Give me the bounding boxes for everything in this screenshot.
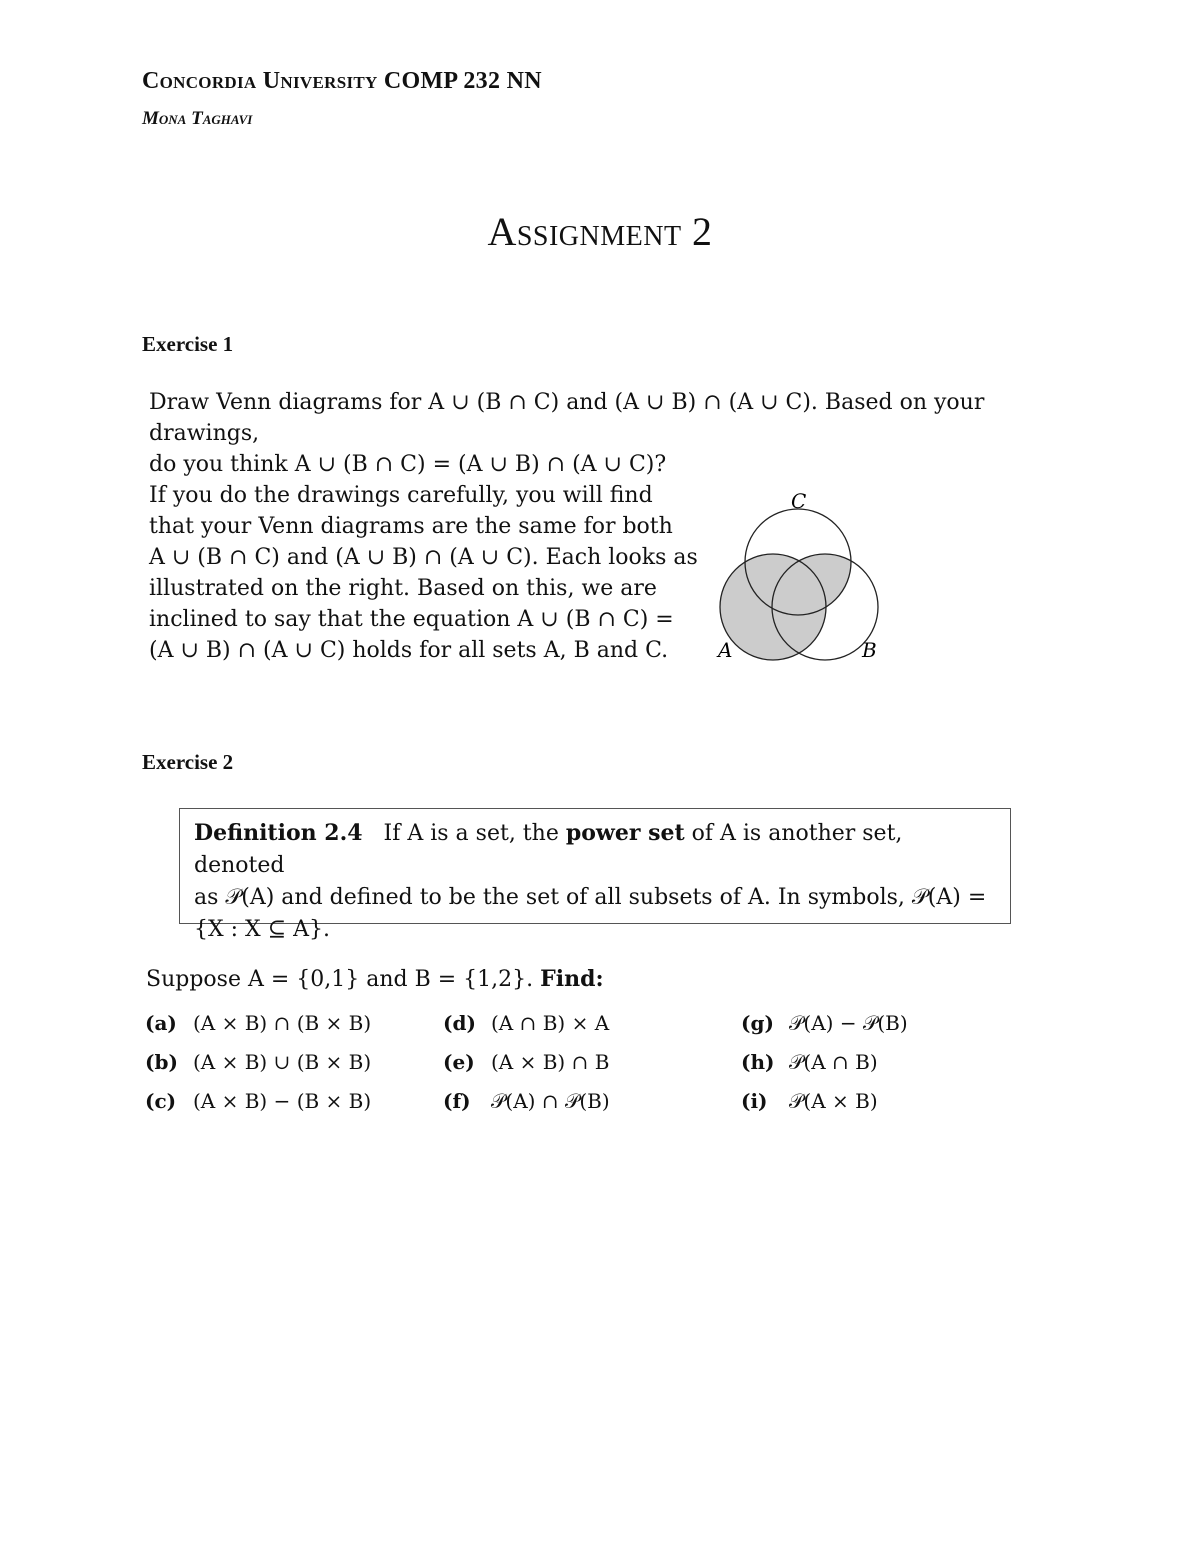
venn-label-c: C [791,489,807,513]
definition-line-3: {X : X ⊆ A}. [194,917,331,942]
part-label: (f) [443,1088,471,1113]
parts-row [145,1081,1045,1120]
exercise-1-heading: Exercise 1 [142,332,234,356]
answer-line: If you do the drawings carefully, you will find [149,483,653,508]
part-expression: (A × B) ∩ (B × B) [193,1010,372,1035]
answer-line: A ∪ (B ∩ C) and (A ∪ B) ∩ (A ∪ C). Each looks as [149,545,698,570]
part-label: (d) [443,1010,476,1035]
venn-diagram [712,486,892,666]
list-item [443,1011,741,1035]
list-item [145,1011,443,1035]
part-label: (c) [145,1088,177,1113]
prompt-find: Find: [540,966,604,992]
definition-label: Definition 2.4 [194,820,363,846]
definition-text-post: of A is another set, denoted [194,821,903,878]
part-expression: (A × B) ∩ B [491,1049,610,1074]
exercise-2-heading: Exercise 2 [142,750,234,774]
question-line-1: Draw Venn diagrams for A ∪ (B ∩ C) and (A ∪ B) ∩ (A ∪ C). Based on your drawings, [149,390,985,446]
exercise-1-question [149,387,1049,480]
part-expression: (A × B) − (B × B) [193,1088,372,1113]
part-expression: 𝒫(A × B) [789,1088,878,1113]
part-expression: 𝒫(A) ∩ 𝒫(B) [491,1088,610,1113]
part-expression: 𝒫(A) − 𝒫(B) [789,1010,908,1035]
parts-row [145,1003,1045,1042]
list-item [741,1089,1041,1113]
answer-line: inclined to say that the equation A ∪ (B ∩ C) = [149,607,674,632]
venn-label-a: A [718,638,733,662]
part-label: (a) [145,1010,177,1035]
part-label: (g) [741,1010,774,1035]
answer-line: that your Venn diagrams are the same for both [149,514,673,539]
definition-line-2: as 𝒫(A) and defined to be the set of all subsets of A. In symbols, 𝒫(A) = [194,885,987,910]
part-expression: 𝒫(A ∩ B) [789,1049,878,1074]
list-item [145,1050,443,1074]
definition-line-1 [194,817,996,882]
list-item [741,1011,1041,1035]
prompt-text: Suppose A = {0,1} and B = {1,2}. [146,967,541,992]
part-label: (h) [741,1049,775,1074]
definition-box [179,808,1011,942]
list-item [145,1089,443,1113]
list-item [443,1050,741,1074]
part-label: (b) [145,1049,178,1074]
answer-line: (A ∪ B) ∩ (A ∪ C) holds for all sets A, B and C. [149,638,669,663]
exercise-2-parts [145,1003,1045,1120]
exercise-1-answer [149,480,709,666]
question-line-2: do you think A ∪ (B ∩ C) = (A ∪ B) ∩ (A ∪ C)? [149,452,667,477]
page-title: Assignment 2 [487,209,713,254]
list-item [443,1089,741,1113]
list-item [741,1050,1041,1074]
course-header: Concordia University COMP 232 NN [142,68,542,94]
parts-row [145,1042,1045,1081]
answer-line: illustrated on the right. Based on this, we are [149,576,657,601]
part-expression: (A ∩ B) × A [491,1010,610,1035]
exercise-2-prompt [146,964,1046,995]
part-label: (e) [443,1049,475,1074]
definition-text-pre: If A is a set, the [383,821,566,846]
definition-term: power set [565,820,685,846]
author-name: Mona Taghavi [142,108,253,129]
part-expression: (A × B) ∪ (B × B) [193,1049,372,1074]
part-label: (i) [741,1088,768,1113]
venn-label-b: B [862,638,877,662]
